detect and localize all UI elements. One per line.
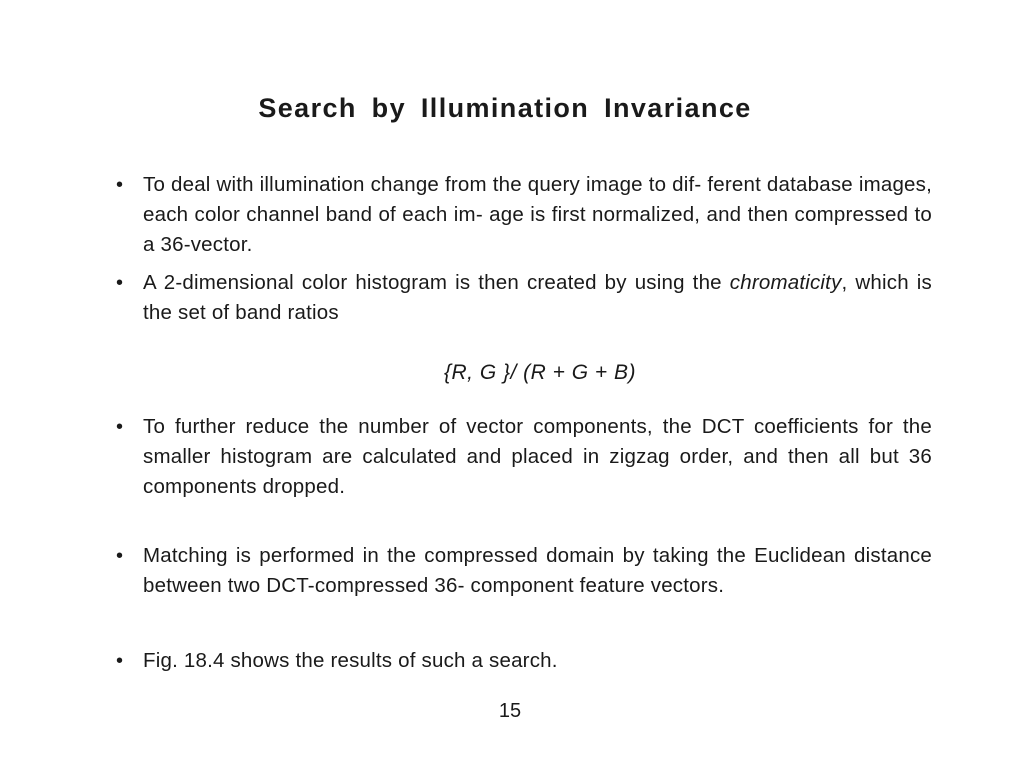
bullet-marker: • <box>116 545 124 567</box>
bullet-emphasis: chromaticity <box>729 271 842 294</box>
bullet-marker: • <box>116 416 124 438</box>
chromaticity-formula: {R, G }/ (R + G + B) <box>443 361 637 384</box>
bullet-text: To deal with illumination change from the query image to dif- ferent database images, each color channel band of each im- age is first normalized, and then compressed to a 36-vector. <box>143 173 932 256</box>
bullet-text: Matching is performed in the compressed domain by taking the Euclidean distance between two DCT-compressed 36- component feature vectors. <box>143 544 932 597</box>
bullet-text: A 2-dimensional color histogram is then created by using the <box>143 271 730 294</box>
bullet-marker: • <box>116 174 124 196</box>
bullet-text: To further reduce the number of vector components, the DCT coefficients for the smaller histogram are calculated and placed in zigzag order, and then all but 36 components dropped. <box>143 415 932 498</box>
bullet-item <box>116 268 932 328</box>
bullet-marker: • <box>116 272 124 294</box>
bullet-item <box>116 541 932 601</box>
slide-title: Search by Illumination Invariance <box>258 93 752 123</box>
bullet-text-cont: , which is the set of band ratios <box>143 271 932 324</box>
bullet-text: Fig. 18.4 shows the results of such a search. <box>143 649 558 672</box>
bullet-item <box>116 170 932 260</box>
bullet-item <box>116 412 932 502</box>
bullet-marker: • <box>116 650 124 672</box>
page-number: 15 <box>498 700 522 722</box>
bullet-item <box>116 646 932 676</box>
